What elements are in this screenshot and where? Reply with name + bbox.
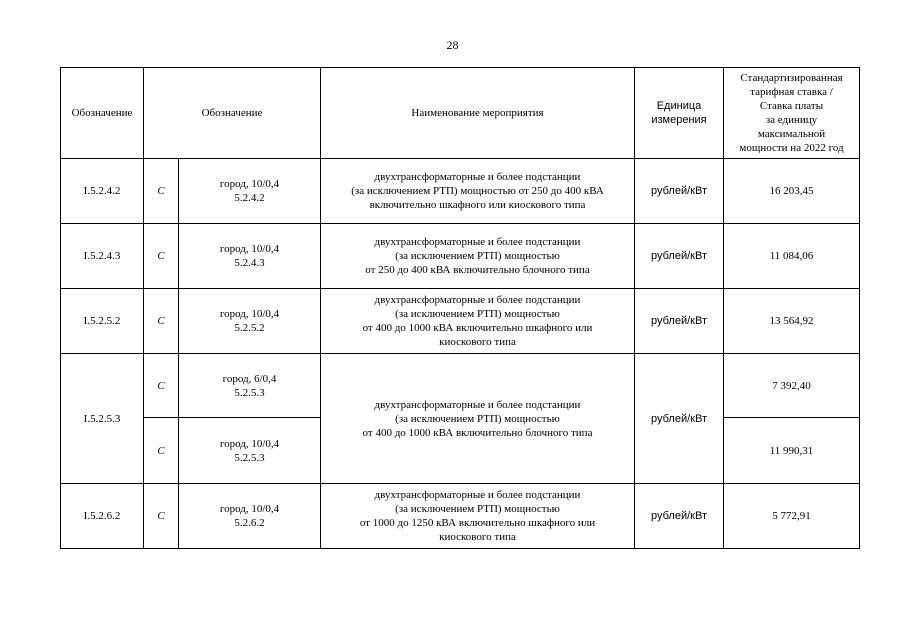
description-line: (за исключением РТП) мощностью <box>395 503 560 515</box>
description-line: от 400 до 1000 кВА включительно блочного типа <box>362 426 593 439</box>
category-location: город, 6/0,4 <box>222 372 277 385</box>
category-letter: C <box>144 159 179 224</box>
table-row <box>61 484 860 549</box>
header-rate-line: мощности на 2022 год <box>739 142 844 154</box>
description-line: двухтрансформаторные и более подстанции <box>374 236 581 248</box>
activity-description <box>321 224 635 289</box>
table-header-row <box>61 68 860 159</box>
unit-cell: рублей/кВт <box>635 354 724 484</box>
header-rate-line: максимальной <box>757 128 826 140</box>
header-activity-name: Наименование мероприятия <box>321 68 635 159</box>
category-code: 5.2.6.2 <box>234 517 265 529</box>
header-unit-line: Единица <box>656 100 702 112</box>
row-code: I.5.2.5.2 <box>61 289 144 354</box>
category-letter: C <box>144 418 179 484</box>
category-code: 5.2.5.3 <box>234 386 265 399</box>
unit-cell: рублей/кВт <box>635 159 724 224</box>
activity-description <box>321 354 635 484</box>
description-line: двухтрансформаторные и более подстанции <box>374 171 581 183</box>
description-line: от 1000 до 1250 кВА включительно шкафного или <box>359 517 596 529</box>
description-line: киоскового типа <box>439 336 516 348</box>
category-letter: C <box>144 224 179 289</box>
description-line: (за исключением РТП) мощностью <box>395 412 560 425</box>
category-location: город, 10/0,4 <box>219 437 280 450</box>
table-row <box>61 289 860 354</box>
description-line: от 250 до 400 кВА включительно блочного типа <box>365 264 590 276</box>
activity-description <box>321 484 635 549</box>
activity-description <box>321 159 635 224</box>
category-code: 5.2.5.2 <box>234 322 265 334</box>
table-row <box>61 224 860 289</box>
category-letter: C <box>144 354 179 418</box>
header-rate-line: Ставка платы <box>759 100 824 112</box>
header-rate-line: за единицу <box>765 114 818 126</box>
rate-cell: 13 564,92 <box>724 289 860 354</box>
description-line: (за исключением РТП) мощностью <box>395 250 560 262</box>
description-line: двухтрансформаторные и более подстанции <box>374 489 581 501</box>
description-line: от 400 до 1000 кВА включительно шкафного или <box>362 322 593 334</box>
description-line: двухтрансформаторные и более подстанции <box>374 398 581 411</box>
activity-description <box>321 289 635 354</box>
rate-cell: 11 084,06 <box>724 224 860 289</box>
row-code: I.5.2.4.2 <box>61 159 144 224</box>
rate-cell: 7 392,40 <box>724 354 860 418</box>
rate-cell: 11 990,31 <box>724 418 860 484</box>
table-row <box>61 354 860 418</box>
header-rate-line: Стандартизированная <box>740 72 843 84</box>
header-designation-2: Обозначение <box>144 68 321 159</box>
tariff-table <box>60 67 860 549</box>
unit-cell: рублей/кВт <box>635 224 724 289</box>
category-cell <box>179 484 321 549</box>
header-rate <box>724 68 860 159</box>
description-line: (за исключением РТП) мощностью от 250 до 400 кВА <box>351 185 604 197</box>
description-line: включительно шкафного или киоскового типа <box>369 199 586 211</box>
category-cell <box>179 289 321 354</box>
unit-cell: рублей/кВт <box>635 484 724 549</box>
category-letter: C <box>144 289 179 354</box>
table-row <box>61 159 860 224</box>
rate-cell: 16 203,45 <box>724 159 860 224</box>
category-cell <box>179 418 321 484</box>
category-cell <box>179 224 321 289</box>
category-location: город, 10/0,4 <box>219 243 280 255</box>
category-location: город, 10/0,4 <box>219 178 280 190</box>
category-location: город, 10/0,4 <box>219 503 280 515</box>
category-location: город, 10/0,4 <box>219 308 280 320</box>
header-rate-line: тарифная ставка / <box>750 86 833 98</box>
category-letter: C <box>144 484 179 549</box>
description-line: (за исключением РТП) мощностью <box>395 308 560 320</box>
row-code: I.5.2.5.3 <box>61 354 144 484</box>
description-line: двухтрансформаторные и более подстанции <box>374 294 581 306</box>
description-line: киоскового типа <box>439 531 516 543</box>
row-code: I.5.2.4.3 <box>61 224 144 289</box>
page-number: 28 <box>446 38 459 52</box>
row-code: I.5.2.6.2 <box>61 484 144 549</box>
category-code: 5.2.4.3 <box>234 257 265 269</box>
header-unit-line: измерения <box>651 114 707 126</box>
header-unit <box>635 68 724 159</box>
category-code: 5.2.5.3 <box>234 451 265 464</box>
category-cell <box>179 354 321 418</box>
rate-cell: 5 772,91 <box>724 484 860 549</box>
unit-cell: рублей/кВт <box>635 289 724 354</box>
category-cell <box>179 159 321 224</box>
header-designation: Обозначение <box>61 68 144 159</box>
category-code: 5.2.4.2 <box>234 192 265 204</box>
